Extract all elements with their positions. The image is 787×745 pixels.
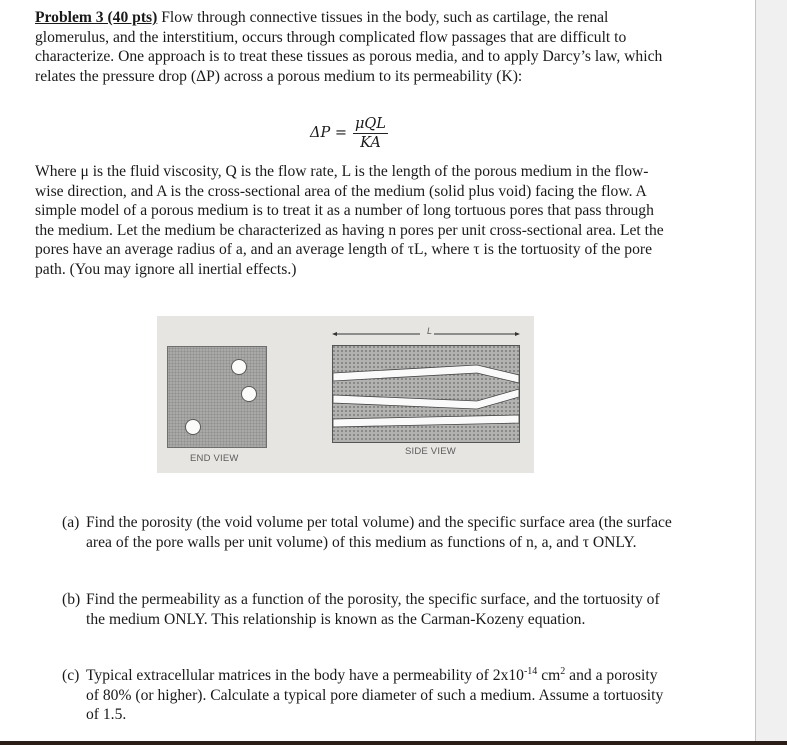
problem-description: Where μ is the fluid viscosity, Q is the flow rate, L is the length of the porous medium in the flow-wise direction, and A is the cross-sectional area of the medium (solid plus void) facing the flow. A simple model of a porous medium is to treat it as a number of long tortuous pores that pass through the medium. Let the medium be characterized as having n pores per unit cross-sectional area. Let the pores have an average radius of a, and an average length of τL, where τ is the tortuosity of the pore path. (You may ignore all inertial effects.) — [35, 163, 664, 278]
porous-medium-figure — [157, 316, 534, 473]
pore-hole-icon — [185, 419, 201, 435]
pore-hole-icon — [231, 359, 247, 375]
question-b-tag: (b) — [62, 591, 81, 608]
permeability-exponent: -14 — [523, 666, 538, 677]
length-arrow-icon — [332, 330, 520, 338]
end-view-label: END VIEW — [190, 453, 239, 464]
equation-numerator: μQL — [355, 115, 386, 132]
question-c-text — [86, 666, 672, 725]
end-view-diagram — [167, 346, 267, 448]
darcy-equation — [310, 110, 388, 156]
question-b — [62, 590, 672, 629]
equation-lhs: ΔP = — [310, 125, 347, 141]
question-c-tag: (c) — [62, 667, 80, 684]
question-a-text: Find the porosity (the void volume per total volume) and the specific surface area (the surface area of the pore walls per unit volume) of this medium as functions of n, a, and τ ONLY. — [86, 514, 672, 551]
question-a — [62, 513, 672, 552]
problem-title: Problem 3 (40 pts) — [35, 9, 158, 26]
equation-fraction — [353, 116, 388, 151]
length-label: L — [427, 326, 433, 336]
question-b-text: Find the permeability as a function of the porosity, the specific surface, and the tortuosity of the medium ONLY. This relationship is known as the Carman-Kozeny equation. — [86, 591, 660, 628]
side-view-label: SIDE VIEW — [405, 446, 456, 457]
side-panel — [755, 0, 787, 742]
problem-intro-paragraph — [35, 8, 675, 86]
bottom-border — [0, 741, 787, 745]
side-view-diagram — [332, 345, 520, 443]
problem-intro-text: Flow through connective tissues in the body, such as cartilage, the renal glomerulus, and the interstitium, occurs through complicated flow passages that are difficult to characterize. One approach is to treat these tissues as porous media, and to apply Darcy’s law, which relates the pressure drop (ΔP) across a porous medium to its permeability (K): — [35, 9, 663, 85]
question-a-tag: (a) — [62, 514, 80, 531]
question-c-text-part: and a porosity of 80% (or higher). Calculate a typical pore diameter of such a medium. Assume a tortuosity of 1.5. — [86, 667, 664, 724]
question-c-text-part: Typical extracellular matrices in the body have a permeability of 2x10 — [86, 667, 524, 684]
pore-hole-icon — [241, 386, 257, 402]
unit-exponent: 2 — [560, 666, 566, 677]
question-c — [62, 666, 672, 725]
question-c-unit: cm — [537, 667, 561, 684]
equation-denominator: KA — [360, 134, 381, 151]
